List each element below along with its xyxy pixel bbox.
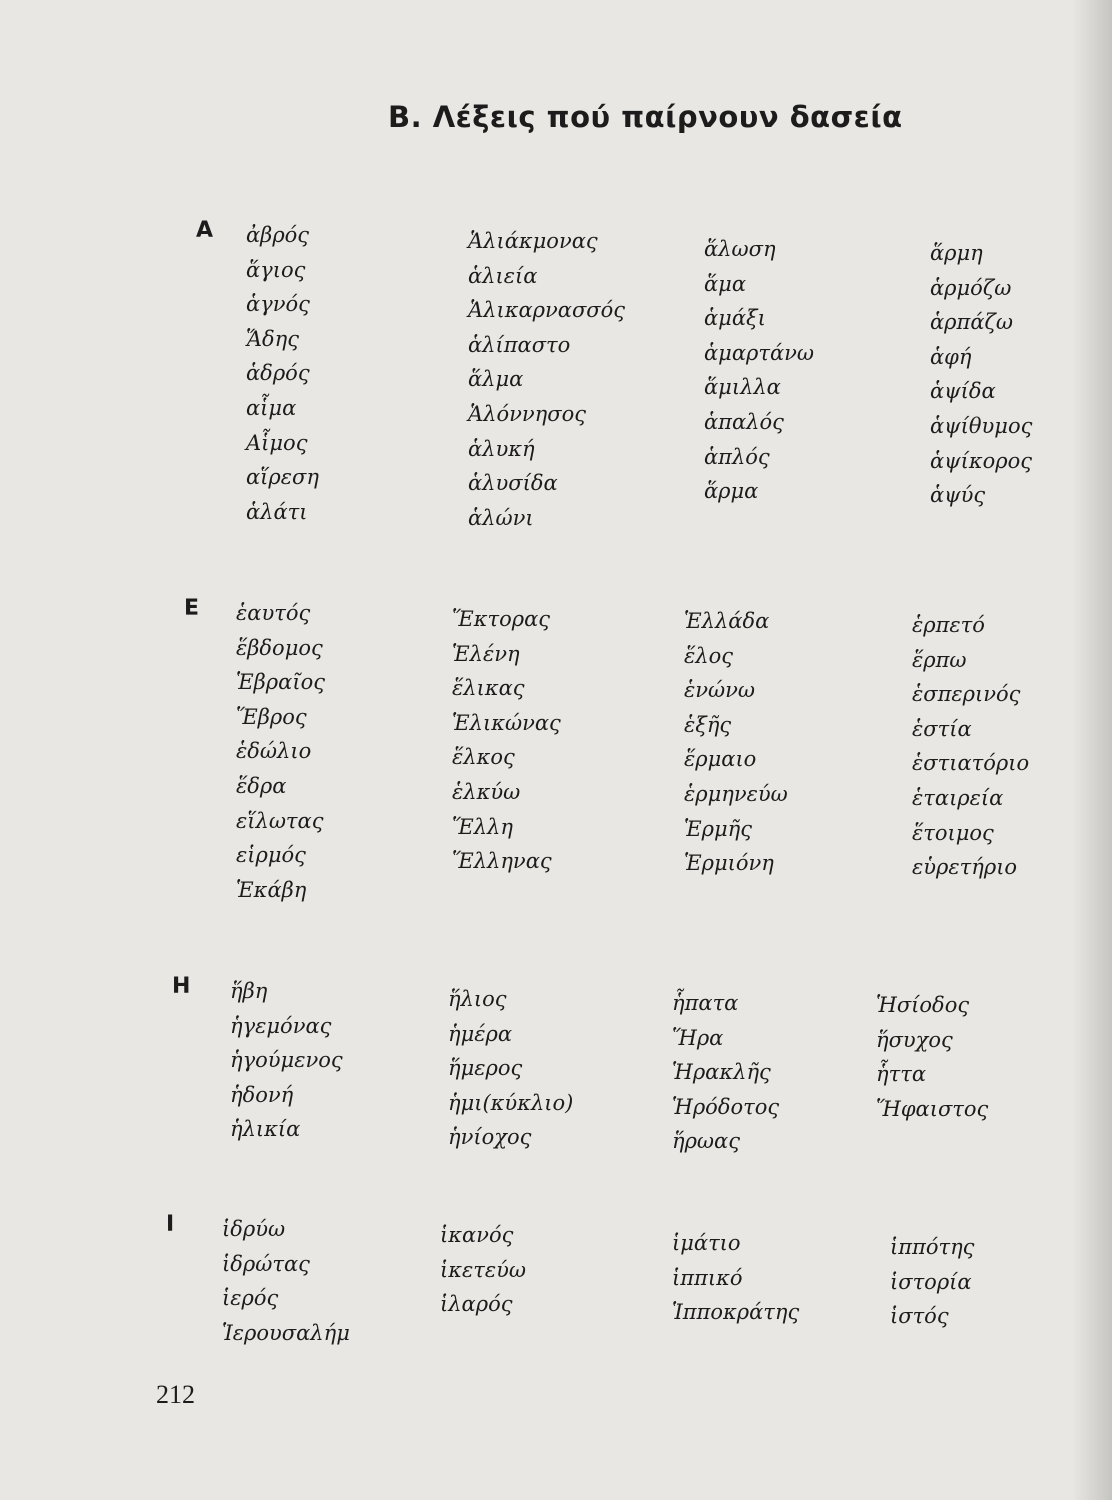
word-entry: ἥβη xyxy=(230,979,268,1003)
word-entry: ἱππότης xyxy=(890,1235,975,1259)
word-entry: αἷμα xyxy=(246,395,297,420)
word-entry: ἡνίοχος xyxy=(448,1125,532,1150)
word-column xyxy=(930,236,1032,513)
word-entry: Ἑρμῆς xyxy=(684,816,753,841)
page-number: 212 xyxy=(156,1380,195,1409)
word-entry: ἱστός xyxy=(890,1304,949,1329)
word-column xyxy=(876,988,988,1126)
word-entry: ἡδονή xyxy=(230,1082,294,1107)
section-letter: Η xyxy=(172,974,191,999)
word-entry: αἵρεση xyxy=(246,465,319,490)
word-entry: Ἑλένη xyxy=(452,641,520,666)
word-column xyxy=(672,1226,799,1330)
word-entry: ἕρπω xyxy=(912,647,967,672)
word-entry: ἡμέρα xyxy=(448,1021,513,1046)
word-entry: ἡμι(κύκλιο) xyxy=(448,1090,574,1115)
word-entry: ἕδρα xyxy=(236,773,287,798)
word-entry: ἀβρός xyxy=(246,223,310,247)
word-entry: ἁφή xyxy=(930,344,972,369)
word-entry: ἥρωας xyxy=(672,1129,740,1154)
word-entry: Ἁλιάκμονας xyxy=(468,229,598,253)
word-column xyxy=(230,974,343,1147)
word-entry: ἑξῆς xyxy=(684,712,732,737)
word-entry: Ἕλλη xyxy=(452,814,513,839)
word-entry: Ἥρα xyxy=(672,1025,724,1050)
word-entry: ἡγούμενος xyxy=(230,1048,343,1073)
word-entry: Ἁλόννησος xyxy=(468,401,586,426)
word-entry: ἁδρός xyxy=(246,361,310,386)
word-entry: ἱκανός xyxy=(440,1223,514,1247)
word-entry: ἁλιεία xyxy=(468,263,538,288)
word-entry: Ἁλικαρνασσός xyxy=(468,298,626,323)
word-column xyxy=(236,596,325,907)
word-entry: Ἱπποκράτης xyxy=(672,1300,800,1325)
word-column xyxy=(222,1212,350,1350)
word-entry: ἅλμα xyxy=(468,367,524,392)
word-column xyxy=(912,608,1029,885)
word-entry: Ἕκτορας xyxy=(452,607,551,631)
word-entry: ἱκετεύω xyxy=(440,1257,527,1282)
word-entry: ἁρμόζω xyxy=(930,275,1012,300)
word-entry: Ἡρακλῆς xyxy=(672,1060,771,1085)
word-column xyxy=(890,1230,974,1334)
word-entry: ἁπαλός xyxy=(704,409,784,434)
word-column xyxy=(672,986,779,1159)
word-entry: εἱρμός xyxy=(236,843,306,868)
section-letter: Ε xyxy=(184,596,200,621)
word-entry: ἅγιος xyxy=(246,257,306,282)
word-column xyxy=(440,1218,526,1322)
word-entry: ἱστορία xyxy=(890,1269,972,1294)
word-entry: ἡγεμόνας xyxy=(230,1013,332,1038)
word-entry: ἱδρώτας xyxy=(222,1251,310,1276)
word-entry: Ἅδης xyxy=(246,326,300,351)
word-entry: ἕτοιμος xyxy=(912,820,994,845)
word-entry: Ἑλικώνας xyxy=(452,710,561,735)
word-entry: ἁλώνι xyxy=(468,505,534,530)
word-column xyxy=(448,982,573,1155)
word-entry: Ἡσίοδος xyxy=(876,993,970,1017)
word-entry: ἅμα xyxy=(704,271,747,296)
word-entry: ἁλίπαστο xyxy=(468,332,571,357)
word-entry: ἑλκύω xyxy=(452,779,521,804)
word-entry: ἕβδομος xyxy=(236,635,323,660)
word-entry: ἱλαρός xyxy=(440,1292,513,1317)
word-entry: Ἑλλάδα xyxy=(684,609,770,633)
word-entry: ἱδρύω xyxy=(222,1217,286,1241)
word-entry: ἡλικία xyxy=(230,1117,301,1142)
word-entry: ἁψίθυμος xyxy=(930,413,1033,438)
word-entry: εἵλωτας xyxy=(236,808,324,833)
word-entry: ἁπλός xyxy=(704,444,770,469)
word-entry: ἧττα xyxy=(876,1062,926,1087)
word-entry: ἱμάτιο xyxy=(672,1231,741,1255)
word-entry: Αἷμος xyxy=(246,430,308,455)
word-entry: ἁψίκορος xyxy=(930,448,1033,473)
word-entry: εὑρετήριο xyxy=(912,855,1018,880)
word-entry: ἥσυχος xyxy=(876,1027,953,1052)
word-entry: ἅλωση xyxy=(704,237,776,261)
word-entry: Ἑρμιόνη xyxy=(684,851,774,876)
word-entry: ἥμερος xyxy=(448,1056,523,1081)
word-entry: ἁρπάζω xyxy=(930,310,1014,335)
page-title: Β. Λέξεις πού παίρνουν δασεία xyxy=(388,100,903,134)
word-entry: ἁψύς xyxy=(930,483,986,508)
word-entry: ἑστία xyxy=(912,716,972,741)
word-entry: Ἑκάβη xyxy=(236,877,307,902)
word-entry: ἑρπετό xyxy=(912,613,985,637)
word-entry: ἱππικό xyxy=(672,1265,743,1290)
word-entry: ἅρμη xyxy=(930,241,983,265)
word-entry: ἥλιος xyxy=(448,987,507,1011)
word-entry: ἑταιρεία xyxy=(912,785,1004,810)
word-entry: ἁλυσίδα xyxy=(468,471,558,496)
word-entry: ἕλικας xyxy=(452,676,525,701)
word-entry: ἑσπερινός xyxy=(912,682,1021,707)
word-column xyxy=(704,232,814,509)
word-entry: Ἥφαιστος xyxy=(876,1096,989,1121)
word-entry: ἁμαρτάνω xyxy=(704,340,815,365)
word-entry: ἑρμηνεύω xyxy=(684,781,788,806)
page-edge-shadow xyxy=(1072,0,1112,1500)
word-entry: ἁλυκή xyxy=(468,436,535,461)
word-entry: Ἱερουσαλήμ xyxy=(222,1320,350,1345)
word-entry: ἁγνός xyxy=(246,292,310,317)
section-letter: Ι xyxy=(166,1212,175,1237)
word-entry: ἅρμα xyxy=(704,479,759,504)
word-entry: ἁλάτι xyxy=(246,499,308,524)
word-entry: Ἕβρος xyxy=(236,704,307,729)
word-entry: ἑστιατόριο xyxy=(912,751,1030,776)
word-entry: ἑδώλιο xyxy=(236,739,312,764)
word-entry: Ἑβραῖος xyxy=(236,670,325,695)
word-entry: Ἕλληνας xyxy=(452,849,552,874)
word-entry: ἁψίδα xyxy=(930,379,996,404)
word-entry: ἑαυτός xyxy=(236,601,311,625)
section-letter: Α xyxy=(196,218,214,243)
word-entry: ἱερός xyxy=(222,1286,279,1311)
word-entry: Ἡρόδοτος xyxy=(672,1094,780,1119)
word-entry: ἁμάξι xyxy=(704,306,766,331)
word-entry: ἑνώνω xyxy=(684,678,756,703)
word-column xyxy=(684,604,788,881)
word-entry: ἕλος xyxy=(684,643,733,668)
word-entry: ἕλκος xyxy=(452,745,515,770)
word-column xyxy=(246,218,319,529)
word-entry: ἕρμαιο xyxy=(684,747,757,772)
word-column xyxy=(452,602,561,879)
word-entry: ἧπατα xyxy=(672,991,739,1015)
word-entry: ἅμιλλα xyxy=(704,375,781,400)
word-column xyxy=(468,224,625,535)
